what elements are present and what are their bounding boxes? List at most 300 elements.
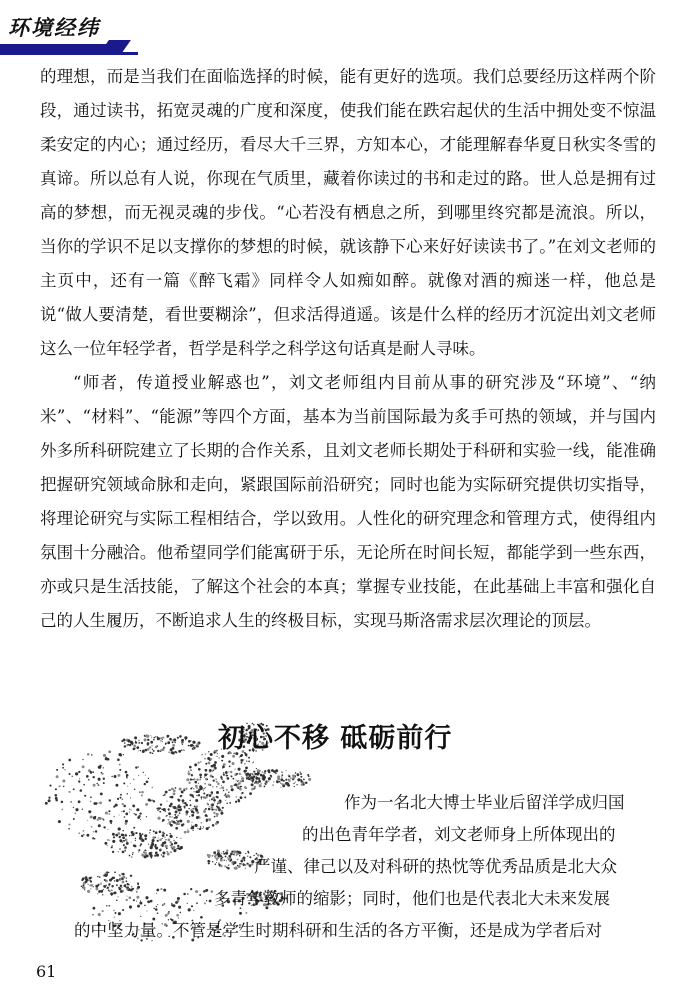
particle-dot [213,764,216,767]
particle-dot [160,749,162,751]
particle-dot [249,792,252,795]
particle-dot [130,875,132,877]
particle-dot [305,782,306,783]
particle-dot [168,751,170,753]
particle-dot [148,844,149,845]
particle-dot [97,893,98,894]
particle-dot [122,803,124,805]
particle-dot [121,880,124,883]
particle-dot [154,837,156,839]
particle-dot [212,786,214,788]
particle-dot [229,860,231,862]
particle-dot [168,808,170,810]
particle-dot [210,753,213,756]
particle-dot [167,823,168,824]
particle-dot [144,834,147,837]
particle-dot [149,832,150,833]
particle-dot [241,777,244,780]
particle-dot [123,844,125,846]
particle-dot [235,801,237,803]
particle-dot [55,797,58,800]
particle-dot [200,761,201,762]
particle-dot [190,788,192,790]
particle-dot [124,850,126,852]
particle-dot [78,832,80,834]
particle-dot [191,814,194,817]
particle-dot [125,838,128,841]
particle-dot [103,889,104,890]
particle-dot [236,780,237,781]
particle-dot [255,773,257,775]
particle-dot [259,771,260,772]
particle-dot [64,769,65,770]
particle-dot [113,877,115,879]
particle-dot [78,800,81,803]
particle-dot [285,782,287,784]
particle-dot [221,755,224,758]
particle-dot [68,823,70,825]
particle-dot [217,782,220,785]
particle-dot [183,893,186,896]
particle-dot [247,855,249,857]
particle-dot [137,886,140,889]
particle-dot [118,887,121,890]
particle-dot [107,839,109,841]
particle-dot [205,889,208,892]
particle-dot [199,774,202,777]
particle-dot [231,850,233,852]
particle-dot [167,853,170,856]
particle-dot [187,830,190,833]
particle-dot [211,770,213,772]
particle-dot [268,781,269,782]
particle-dot [150,735,151,736]
particle-dot [244,796,246,798]
particle-dot [112,833,115,836]
particle-dot [68,773,70,775]
particle-dot [216,859,218,861]
particle-dot [191,822,192,823]
particle-dot [276,781,278,783]
particle-dot [192,741,195,744]
particle-dot [239,773,241,775]
particle-dot [195,809,198,812]
particle-dot [222,781,225,784]
particle-dot [83,784,85,786]
particle-dot [196,787,198,789]
particle-dot [145,803,148,806]
particle-dot [128,744,129,745]
particle-dot [232,778,234,780]
particle-dot [230,856,231,857]
particle-dot [117,832,120,835]
particle-dot [181,808,182,809]
particle-dot [132,852,133,853]
particle-dot [171,846,173,848]
particle-dot [162,834,165,837]
particle-dot [123,840,125,842]
particle-dot [199,828,201,830]
particle-dot [204,809,206,811]
particle-dot [153,750,155,752]
particle-dot [185,810,188,813]
particle-dot [82,877,85,880]
particle-dot [144,905,146,907]
particle-dot [191,774,193,776]
particle-dot [162,904,164,906]
particle-dot [267,769,270,772]
particle-dot [225,800,226,801]
particle-dot [188,908,191,911]
particle-dot [188,745,190,747]
particle-dot [108,810,110,812]
particle-dot [216,756,217,757]
particle-dot [90,888,91,889]
particle-dot [255,777,258,780]
particle-dot [211,806,214,809]
particle-dot [181,791,184,794]
particle-dot [190,888,192,890]
particle-dot [62,767,64,769]
particle-dot [94,802,97,805]
particle-dot [217,806,220,809]
particle-dot [87,820,88,821]
particle-dot [83,834,84,835]
particle-dot [147,744,149,746]
particle-dot [117,798,119,800]
particle-dot [138,849,140,851]
particle-dot [207,860,209,862]
particle-dot [98,884,99,885]
particle-dot [238,851,241,854]
particle-dot [228,771,229,772]
particle-dot [127,793,129,795]
particle-dot [130,741,132,743]
particle-dot [154,845,156,847]
particle-dot [102,910,104,912]
section-line-5: 的中坚力量。不管是学生时期科研和生活的各方平衡，还是成为学者后对 [74,921,602,940]
particle-dot [204,783,205,784]
paragraph-2: “师者，传道授业解惑也”，刘文老师组内目前从事的研究涉及“环境”、“纳米”、“材料”、“能源”等四个方面，基本为当前国际最为炙手可热的领域，并与国内外多所科研院建立了长期的合作关系，且刘文老师长期处于科研和实验一线，能准确把握研究领域命脉和走向，紧跟国际前沿研究；同时也能为实际研究提供切实指导，将理论研究与实际工程相结合，学以致用。人性化的研究理念和管理方式，使得组内氛围十分融洽。他希望同学们能寓研于乐，无论所在时间长短，都能学到一些东西，亦或只是生活技能，了解这个社会的本真；掌握专业技能，在此基础上丰富和强化自己的人生履历，不断追求人生的终极目标，实现马斯洛需求层次理论的顶层。 [40,373,656,630]
particle-dot [190,810,191,811]
particle-dot [113,891,116,894]
particle-dot [155,908,158,911]
header-title: 环境经纬 [8,16,100,40]
particle-dot [229,802,231,804]
particle-dot [237,859,239,861]
particle-dot [108,813,110,815]
particle-dot [195,890,198,893]
particle-dot [300,776,302,778]
particle-dot [98,890,101,893]
particle-dot [165,845,168,848]
particle-dot [124,742,126,744]
particle-dot [169,841,171,843]
particle-dot [281,776,283,778]
particle-dot [262,776,264,778]
particle-dot [134,747,136,749]
particle-dot [125,813,128,816]
particle-dot [197,762,199,764]
particle-dot [183,789,185,791]
particle-dot [218,855,221,858]
particle-dot [120,885,122,887]
particle-dot [213,751,214,752]
particle-dot [146,910,147,911]
particle-dot [308,778,311,781]
particle-dot [48,799,51,802]
particle-dot [214,816,216,818]
particle-dot [114,871,116,873]
particle-dot [151,842,153,844]
particle-dot [151,737,152,738]
particle-dot [250,776,253,779]
particle-dot [205,763,207,765]
particle-dot [246,777,247,778]
particle-dot [222,807,224,809]
particle-dot [111,776,112,777]
particle-dot [173,738,176,741]
particle-dot [217,803,218,804]
particle-dot [61,809,63,811]
particle-dot [164,794,165,795]
particle-dot [237,781,238,782]
particle-dot [88,810,91,813]
particle-dot [141,854,144,857]
particle-dot [56,775,59,778]
particle-dot [206,827,209,830]
particle-dot [223,763,226,766]
particle-dot [177,814,179,816]
particle-dot [210,758,212,760]
particle-dot [238,800,241,803]
particle-dot [215,854,217,856]
particle-dot [145,775,146,776]
particle-dot [97,876,99,878]
particle-dot [240,863,241,864]
particle-dot [251,788,254,791]
particle-dot [184,736,187,739]
particle-dot [227,794,230,797]
particle-dot [172,747,175,750]
particle-dot [181,742,182,743]
particle-dot [213,812,215,814]
particle-dot [221,852,223,854]
particle-dot [191,825,192,826]
particle-dot [243,859,245,861]
particle-dot [119,769,121,771]
particle-dot [179,735,182,738]
particle-dot [87,880,88,881]
particle-dot [118,774,121,777]
particle-dot [178,847,181,850]
particle-dot [162,821,163,822]
particle-dot [70,801,72,803]
particle-dot [281,783,283,785]
particle-dot [212,861,213,862]
particle-dot [177,737,179,739]
particle-dot [193,788,195,790]
particle-dot [56,769,58,771]
particle-dot [133,778,135,780]
particle-dot [193,748,194,749]
particle-dot [79,782,80,783]
particle-dot [123,805,126,808]
particle-dot [86,834,89,837]
particle-dot [205,787,206,788]
particle-dot [94,838,96,840]
particle-dot [208,751,209,752]
particle-dot [225,771,228,774]
particle-dot [231,775,233,777]
particle-dot [209,827,210,828]
particle-dot [205,814,208,817]
particle-dot [112,840,115,843]
particle-dot [200,826,202,828]
particle-dot [92,837,94,839]
particle-dot [169,833,170,834]
particle-dot [196,816,199,819]
particle-dot [83,886,86,889]
particle-dot [175,787,177,789]
particle-dot [244,770,247,773]
particle-dot [192,825,194,827]
particle-dot [189,816,190,817]
particle-dot [138,815,140,817]
particle-dot [140,750,141,751]
particle-dot [281,774,283,776]
particle-dot [86,775,89,778]
particle-dot [121,811,122,812]
particle-dot [152,753,154,755]
particle-dot [149,746,151,748]
particle-dot [236,855,237,856]
particle-dot [187,893,189,895]
particle-dot [230,771,232,773]
particle-dot [119,878,121,880]
particle-dot [196,743,199,746]
particle-dot [261,783,262,784]
particle-dot [252,762,253,763]
particle-dot [148,778,149,779]
particle-dot [214,851,217,854]
particle-dot [152,749,153,750]
particle-dot [75,808,78,811]
particle-dot [90,816,93,819]
particle-dot [130,797,131,798]
particle-dot [297,778,300,781]
particle-dot [127,886,129,888]
particle-dot [228,792,229,793]
particle-dot [269,778,270,779]
particle-dot [90,801,92,803]
particle-dot [105,811,108,814]
particle-dot [246,761,247,762]
particle-dot [172,904,175,907]
particle-dot [231,762,234,765]
particle-dot [82,759,83,760]
particle-dot [209,769,212,772]
particle-dot [92,771,94,773]
particle-dot [202,754,203,755]
particle-dot [148,799,151,802]
particle-dot [226,789,228,791]
particle-dot [179,788,182,791]
particle-dot [221,785,222,786]
particle-dot [80,789,83,792]
particle-dot [63,786,64,788]
particle-dot [240,780,241,781]
particle-dot [168,812,171,815]
particle-dot [198,794,200,796]
particle-dot [239,855,241,857]
particle-dot [196,805,198,807]
particle-dot [200,776,202,778]
particle-dot [295,782,296,783]
particle-dot [82,830,84,832]
particle-dot [196,778,198,780]
particle-dot [251,783,254,786]
particle-dot [116,879,119,882]
particle-dot [221,776,222,777]
particle-dot [223,851,225,853]
particle-dot [175,816,178,819]
particle-dot [157,840,159,842]
particle-dot [151,857,153,859]
particle-dot [104,842,107,845]
particle-dot [126,776,127,777]
particle-dot [164,903,166,905]
header-underline [0,52,138,55]
particle-dot [144,838,146,840]
particle-dot [147,739,149,741]
particle-dot [132,833,135,836]
particle-dot [129,744,131,746]
particle-dot [258,778,260,780]
particle-dot [190,769,192,771]
particle-dot [141,791,144,794]
particle-dot [145,850,147,852]
particle-dot [215,822,218,825]
particle-dot [154,737,156,739]
particle-dot [178,799,181,802]
particle-dot [119,839,122,842]
particle-dot [123,754,124,755]
particle-dot [93,886,94,887]
particle-dot [238,768,241,771]
particle-dot [234,867,237,870]
particle-dot [68,759,71,762]
particle-dot [181,739,184,742]
particle-dot [297,773,300,776]
particle-dot [215,778,216,779]
particle-dot [258,780,261,783]
particle-dot [196,902,198,904]
particle-dot [139,845,141,847]
particle-dot [107,887,109,889]
particle-dot [181,749,183,751]
particle-dot [280,787,281,788]
particle-dot [160,848,161,849]
particle-dot [99,801,102,804]
particle-dot [199,785,202,788]
particle-dot [171,843,173,845]
particle-dot [220,865,223,868]
particle-dot [157,746,158,747]
particle-dot [208,862,210,864]
particle-dot [122,873,125,876]
particle-dot [220,859,223,862]
